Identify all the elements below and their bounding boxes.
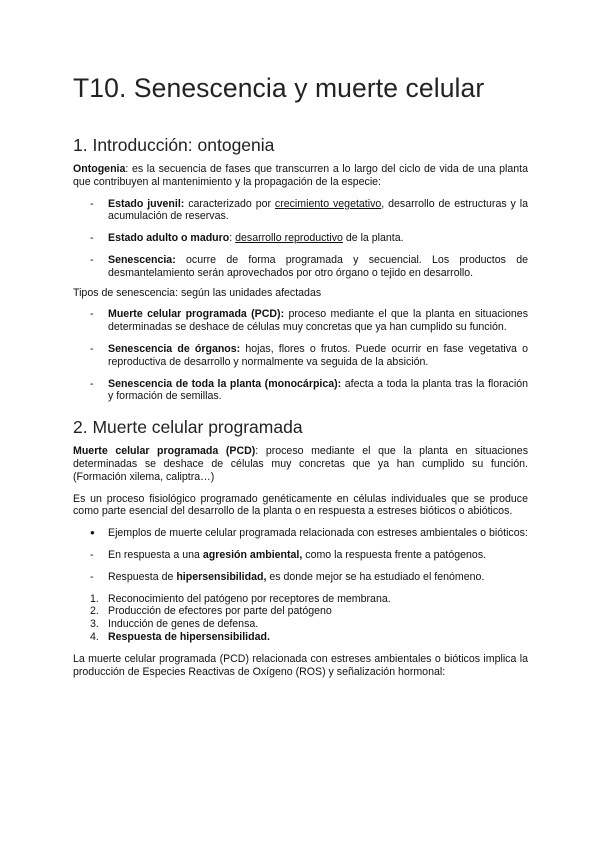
section-heading-muerte-celular: 2. Muerte celular programada — [73, 417, 303, 438]
ontogenia-paragraph — [73, 163, 528, 189]
type-item-pcd: - Muerte celular programada (PCD): proceso mediante el que la planta en situaciones determinadas se deshace de células muy concretas que ya han cumplido su función. — [90, 308, 528, 334]
closing-paragraph: La muerte celular programada (PCD) relacionada con estreses ambientales o bióticos implica la producción de Especies Reactivas de Oxígeno (ROS) y señalización hormonal: — [73, 652, 528, 678]
pcd-definition: : proceso mediante el que la planta en situaciones determinadas se deshace de células muy concretas que ya han cumplido su función. (Formación xilema, caliptra…) — [73, 445, 528, 483]
document-title: T10. Senescencia y muerte celular — [73, 73, 485, 103]
senescence-types-list — [73, 308, 528, 403]
types-intro: Tipos de senescencia: según las unidades afectadas — [73, 286, 322, 299]
type-item-planta: - Senescencia de toda la planta (monocárpica): afecta a toda la planta tras la floración y formación de semillas. — [90, 378, 528, 404]
step-item: 4. Respuesta de hipersensibilidad. — [90, 630, 270, 643]
response-list — [73, 549, 528, 584]
examples-bullet-list — [73, 527, 528, 540]
examples-bullet-item: ● Ejemplos de muerte celular programada relacionada con estreses ambientales o bióticos: — [90, 527, 528, 540]
hypersensitivity-steps-list — [73, 593, 528, 644]
type-item-organos: - Senescencia de órganos: hojas, flores o frutos. Puede ocurrir en fase vegetativa o reproductiva de desarrollo y normalmente va seguida de la absición. — [90, 343, 528, 369]
phase-item-senescencia: - Senescencia: ocurre de forma programada y secuencial. Los productos de desmantelamiento serán aprovechados por otro órgano o tejido en desarrollo. — [90, 254, 528, 280]
pcd-term: Muerte celular programada (PCD) — [73, 445, 256, 458]
response-item-agresion: - En respuesta a una agresión ambiental, como la respuesta frente a patógenos. — [90, 549, 528, 562]
phase-item-adulto: - Estado adulto o maduro: desarrollo reproductivo de la planta. — [90, 232, 528, 245]
step-item: 1. Reconocimiento del patógeno por receptores de membrana. — [90, 592, 391, 605]
section-heading-introduccion: 1. Introducción: ontogenia — [73, 135, 275, 155]
step-item: 3. Inducción de genes de defensa. — [90, 618, 259, 631]
pcd-paragraph — [73, 445, 528, 483]
step-item: 2. Producción de efectores por parte del patógeno — [90, 605, 332, 618]
phase-item-juvenil: - Estado juvenil: caracterizado por crecimiento vegetativo, desarrollo de estructuras y la acumulación de reservas. — [90, 198, 528, 224]
ontogenia-term: Ontogenia — [73, 163, 126, 175]
process-paragraph: Es un proceso fisiológico programado genéticamente en células individuales que se produce como parte esencial del desarrollo de la planta o en respuesta a estreses bióticos o abióticos. — [73, 492, 528, 518]
ontogenia-definition: : es la secuencia de fases que transcurren a lo largo del ciclo de vida de una planta que contribuyen al mantenimiento y la propagación de la especie: — [73, 163, 528, 188]
phases-list — [73, 198, 528, 280]
response-item-hipersensibilidad: - Respuesta de hipersensibilidad, es donde mejor se ha estudiado el fenómeno. — [90, 571, 528, 584]
